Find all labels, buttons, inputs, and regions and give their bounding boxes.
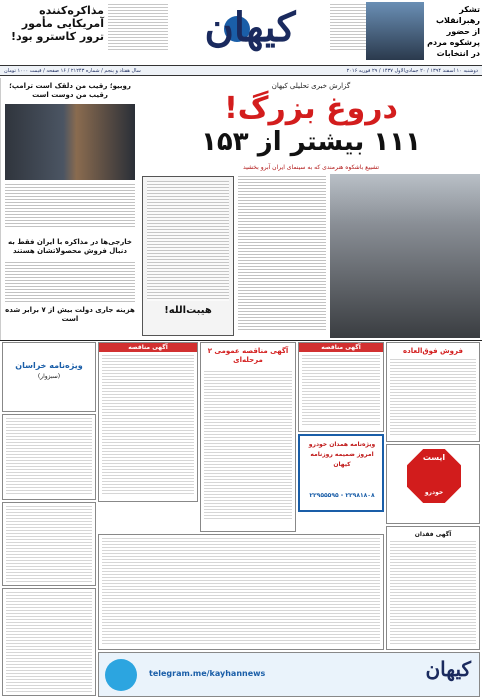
ad-telegram <box>98 652 480 697</box>
telegram-logo: کیهان <box>425 657 471 681</box>
left-picture-box <box>142 176 234 336</box>
issue-info: سال هفتاد و پنجم / شماره ۲۱۲۴۳ / ۱۶ صفحه / قیمت ۱۰۰۰ تومان <box>4 68 141 74</box>
stop-text-2: خودرو <box>424 489 444 496</box>
ad-row-mid <box>98 534 384 650</box>
telegram-link[interactable]: telegram.me/kayhannews <box>149 669 266 678</box>
fanoos-title: فروش فوق‌العاده <box>403 347 463 355</box>
stop-text: ایست <box>422 453 446 462</box>
left-text-1 <box>5 184 135 228</box>
tender-1-title: آگهی مناقصه <box>99 343 197 352</box>
leader-photo <box>366 2 424 60</box>
left-head-2: خارجی‌ها در مذاکره با ایران فقط به دنبال فروش محصولاتشان هستند <box>8 238 132 255</box>
ad-hamedan <box>298 434 384 512</box>
dateline: دوشنبه ۱۰ اسفند ۱۳۹۴ / ۲۰ جمادی‌الاول ۱۴۳۷ / ۲۹ فوریه ۲۰۱۶ <box>346 68 478 74</box>
telegram-icon <box>105 659 137 691</box>
ad-lost <box>386 526 480 650</box>
main-story <box>140 78 482 340</box>
lost-title: آگهی فقدان <box>414 531 452 538</box>
masthead <box>0 0 482 65</box>
ad-fanoos <box>386 342 480 442</box>
main-subheadline: ۱۱۱ بیشتر از ۱۵۳ <box>201 127 421 157</box>
logo: کیهان <box>204 4 296 51</box>
left-box-text <box>147 181 229 301</box>
khorasan-title: ویژه‌نامه خراسان <box>15 361 83 370</box>
candidates-photo <box>5 104 135 180</box>
left-box-caption: هیبت‌الله! <box>164 305 212 316</box>
ad-small-3 <box>2 588 96 696</box>
ad-small-1 <box>2 414 96 500</box>
ad-khorasan <box>2 342 96 412</box>
main-headline: دروغ بزرگ! <box>224 91 398 126</box>
ad-tender-3 <box>298 342 384 432</box>
funeral-photo <box>330 174 480 338</box>
hamedan-box: ویژه‌نامه همدان خودرو امروز ضمیمه روزنامه کیهان <box>308 441 376 468</box>
khorasan-sub: (سبزوار) <box>37 373 61 380</box>
left-head-1: روبیو؛ رقیب من دلقک است ترامپ؛ رقیب من دوست است <box>9 82 131 99</box>
left-top-text <box>108 4 168 52</box>
main-text <box>238 176 326 330</box>
left-head-3: هزینه جاری دولت بیش از ۷ برابر شده است <box>5 306 135 323</box>
ad-tender-2 <box>200 342 296 532</box>
left-top-headline: مذاکره‌کننده آمریکایی مأمور ترور کاسترو بود! <box>10 4 104 43</box>
main-subhead: تشییع باشکوه هنرمندی که به سینمای ایران آبرو بخشید <box>242 164 380 171</box>
hamedan-phone: ۲۲۹۸۱۸۰۸ - ۲۲۹۵۵۵۹۵ <box>309 492 375 499</box>
ad-small-2 <box>2 502 96 586</box>
ad-stop <box>386 444 480 524</box>
tender-2-title: آگهی مناقصه عمومی ۲ مرحله‌ای <box>207 347 289 364</box>
date-strip <box>0 65 482 76</box>
main-kicker: گزارش خبری تحلیلی کیهان <box>271 82 351 90</box>
right-top-headline: تشکر رهبرانقلاب از حضور پرشکوه مردم در انتخابات <box>427 5 480 58</box>
section-divider <box>0 340 482 341</box>
ad-tender-1 <box>98 342 198 502</box>
right-top-text <box>330 4 366 52</box>
left-column <box>0 78 138 340</box>
tender-3-title: آگهی مناقصه <box>299 343 383 352</box>
left-text-2 <box>5 262 135 302</box>
